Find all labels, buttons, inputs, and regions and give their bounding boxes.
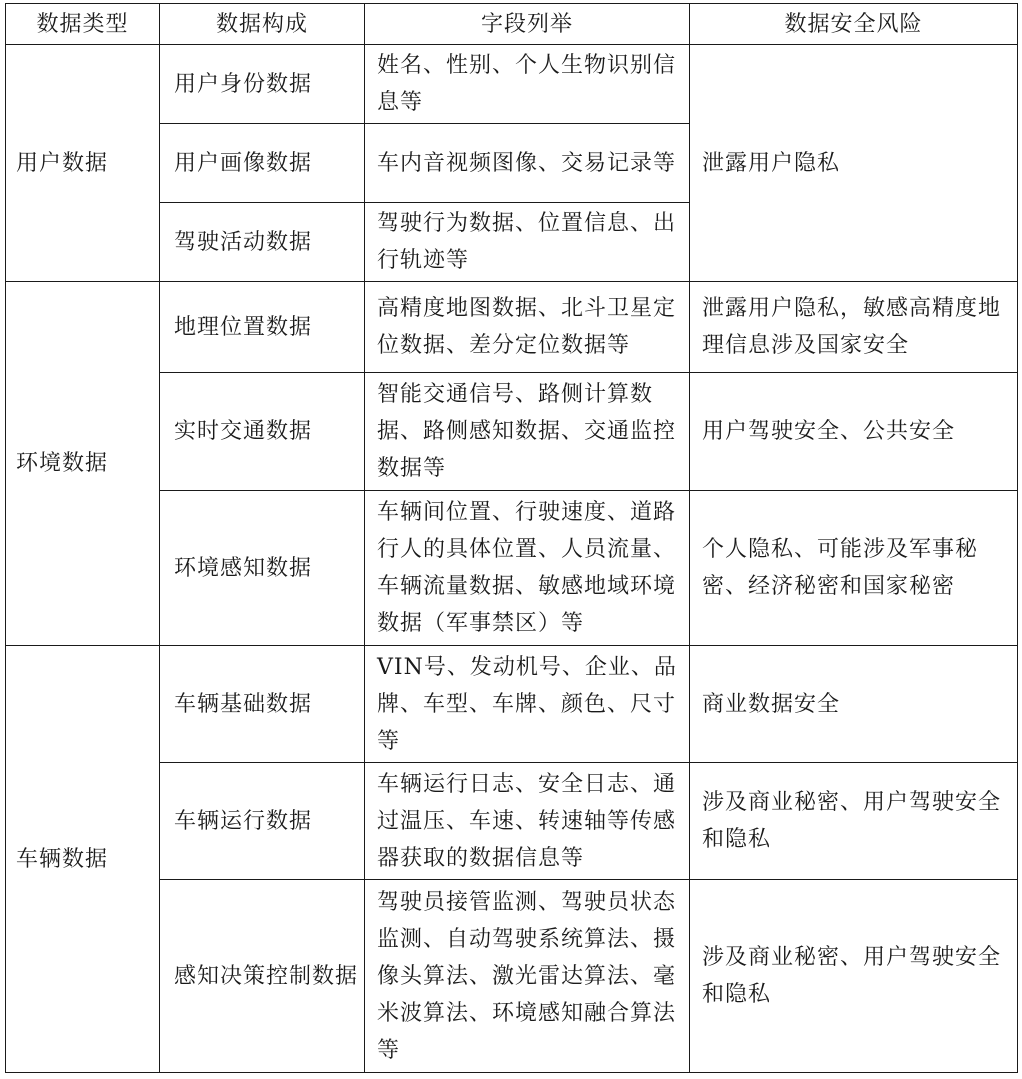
fields-cell: 驾驶员接管监测、驾驶员状态监测、自动驾驶系统算法、摄像头算法、激光雷达算法、毫米波算法、环境感知融合算法等 bbox=[365, 880, 690, 1073]
fields-cell: 车辆间位置、行驶速度、道路行人的具体位置、人员流量、车辆流量数据、敏感地域环境数据（军事禁区）等 bbox=[365, 491, 690, 646]
type-cell-environment-data: 环境数据 bbox=[6, 282, 160, 646]
header-row bbox=[6, 4, 1018, 45]
header-data-composition: 数据构成 bbox=[160, 4, 365, 45]
composition-cell: 感知决策控制数据 bbox=[160, 880, 365, 1073]
table-row bbox=[6, 282, 1018, 373]
risk-cell: 用户驾驶安全、公共安全 bbox=[690, 373, 1018, 491]
header-data-type: 数据类型 bbox=[6, 4, 160, 45]
type-cell-user-data: 用户数据 bbox=[6, 45, 160, 282]
risk-cell: 涉及商业秘密、用户驾驶安全和隐私 bbox=[690, 880, 1018, 1073]
composition-cell: 车辆基础数据 bbox=[160, 646, 365, 763]
risk-cell: 商业数据安全 bbox=[690, 646, 1018, 763]
risk-cell: 泄露用户隐私，敏感高精度地理信息涉及国家安全 bbox=[690, 282, 1018, 373]
risk-cell: 涉及商业秘密、用户驾驶安全和隐私 bbox=[690, 763, 1018, 880]
data-security-table bbox=[5, 3, 1018, 1073]
table-row bbox=[6, 646, 1018, 763]
composition-cell: 驾驶活动数据 bbox=[160, 203, 365, 282]
fields-cell: 姓名、性别、个人生物识别信息等 bbox=[365, 45, 690, 124]
composition-cell: 用户身份数据 bbox=[160, 45, 365, 124]
fields-cell: 驾驶行为数据、位置信息、出行轨迹等 bbox=[365, 203, 690, 282]
type-cell-vehicle-data: 车辆数据 bbox=[6, 646, 160, 1073]
risk-cell: 个人隐私、可能涉及军事秘密、经济秘密和国家秘密 bbox=[690, 491, 1018, 646]
risk-cell: 泄露用户隐私 bbox=[690, 45, 1018, 282]
header-security-risk: 数据安全风险 bbox=[690, 4, 1018, 45]
fields-cell: 车辆运行日志、安全日志、通过温压、车速、转速轴等传感器获取的数据信息等 bbox=[365, 763, 690, 880]
composition-cell: 用户画像数据 bbox=[160, 124, 365, 203]
header-field-list: 字段列举 bbox=[365, 4, 690, 45]
composition-cell: 环境感知数据 bbox=[160, 491, 365, 646]
fields-cell: VIN号、发动机号、企业、品牌、车型、车牌、颜色、尺寸等 bbox=[365, 646, 690, 763]
table-row bbox=[6, 45, 1018, 124]
composition-cell: 实时交通数据 bbox=[160, 373, 365, 491]
fields-cell: 高精度地图数据、北斗卫星定位数据、差分定位数据等 bbox=[365, 282, 690, 373]
fields-cell: 车内音视频图像、交易记录等 bbox=[365, 124, 690, 203]
composition-cell: 车辆运行数据 bbox=[160, 763, 365, 880]
composition-cell: 地理位置数据 bbox=[160, 282, 365, 373]
fields-cell: 智能交通信号、路侧计算数据、路侧感知数据、交通监控数据等 bbox=[365, 373, 690, 491]
